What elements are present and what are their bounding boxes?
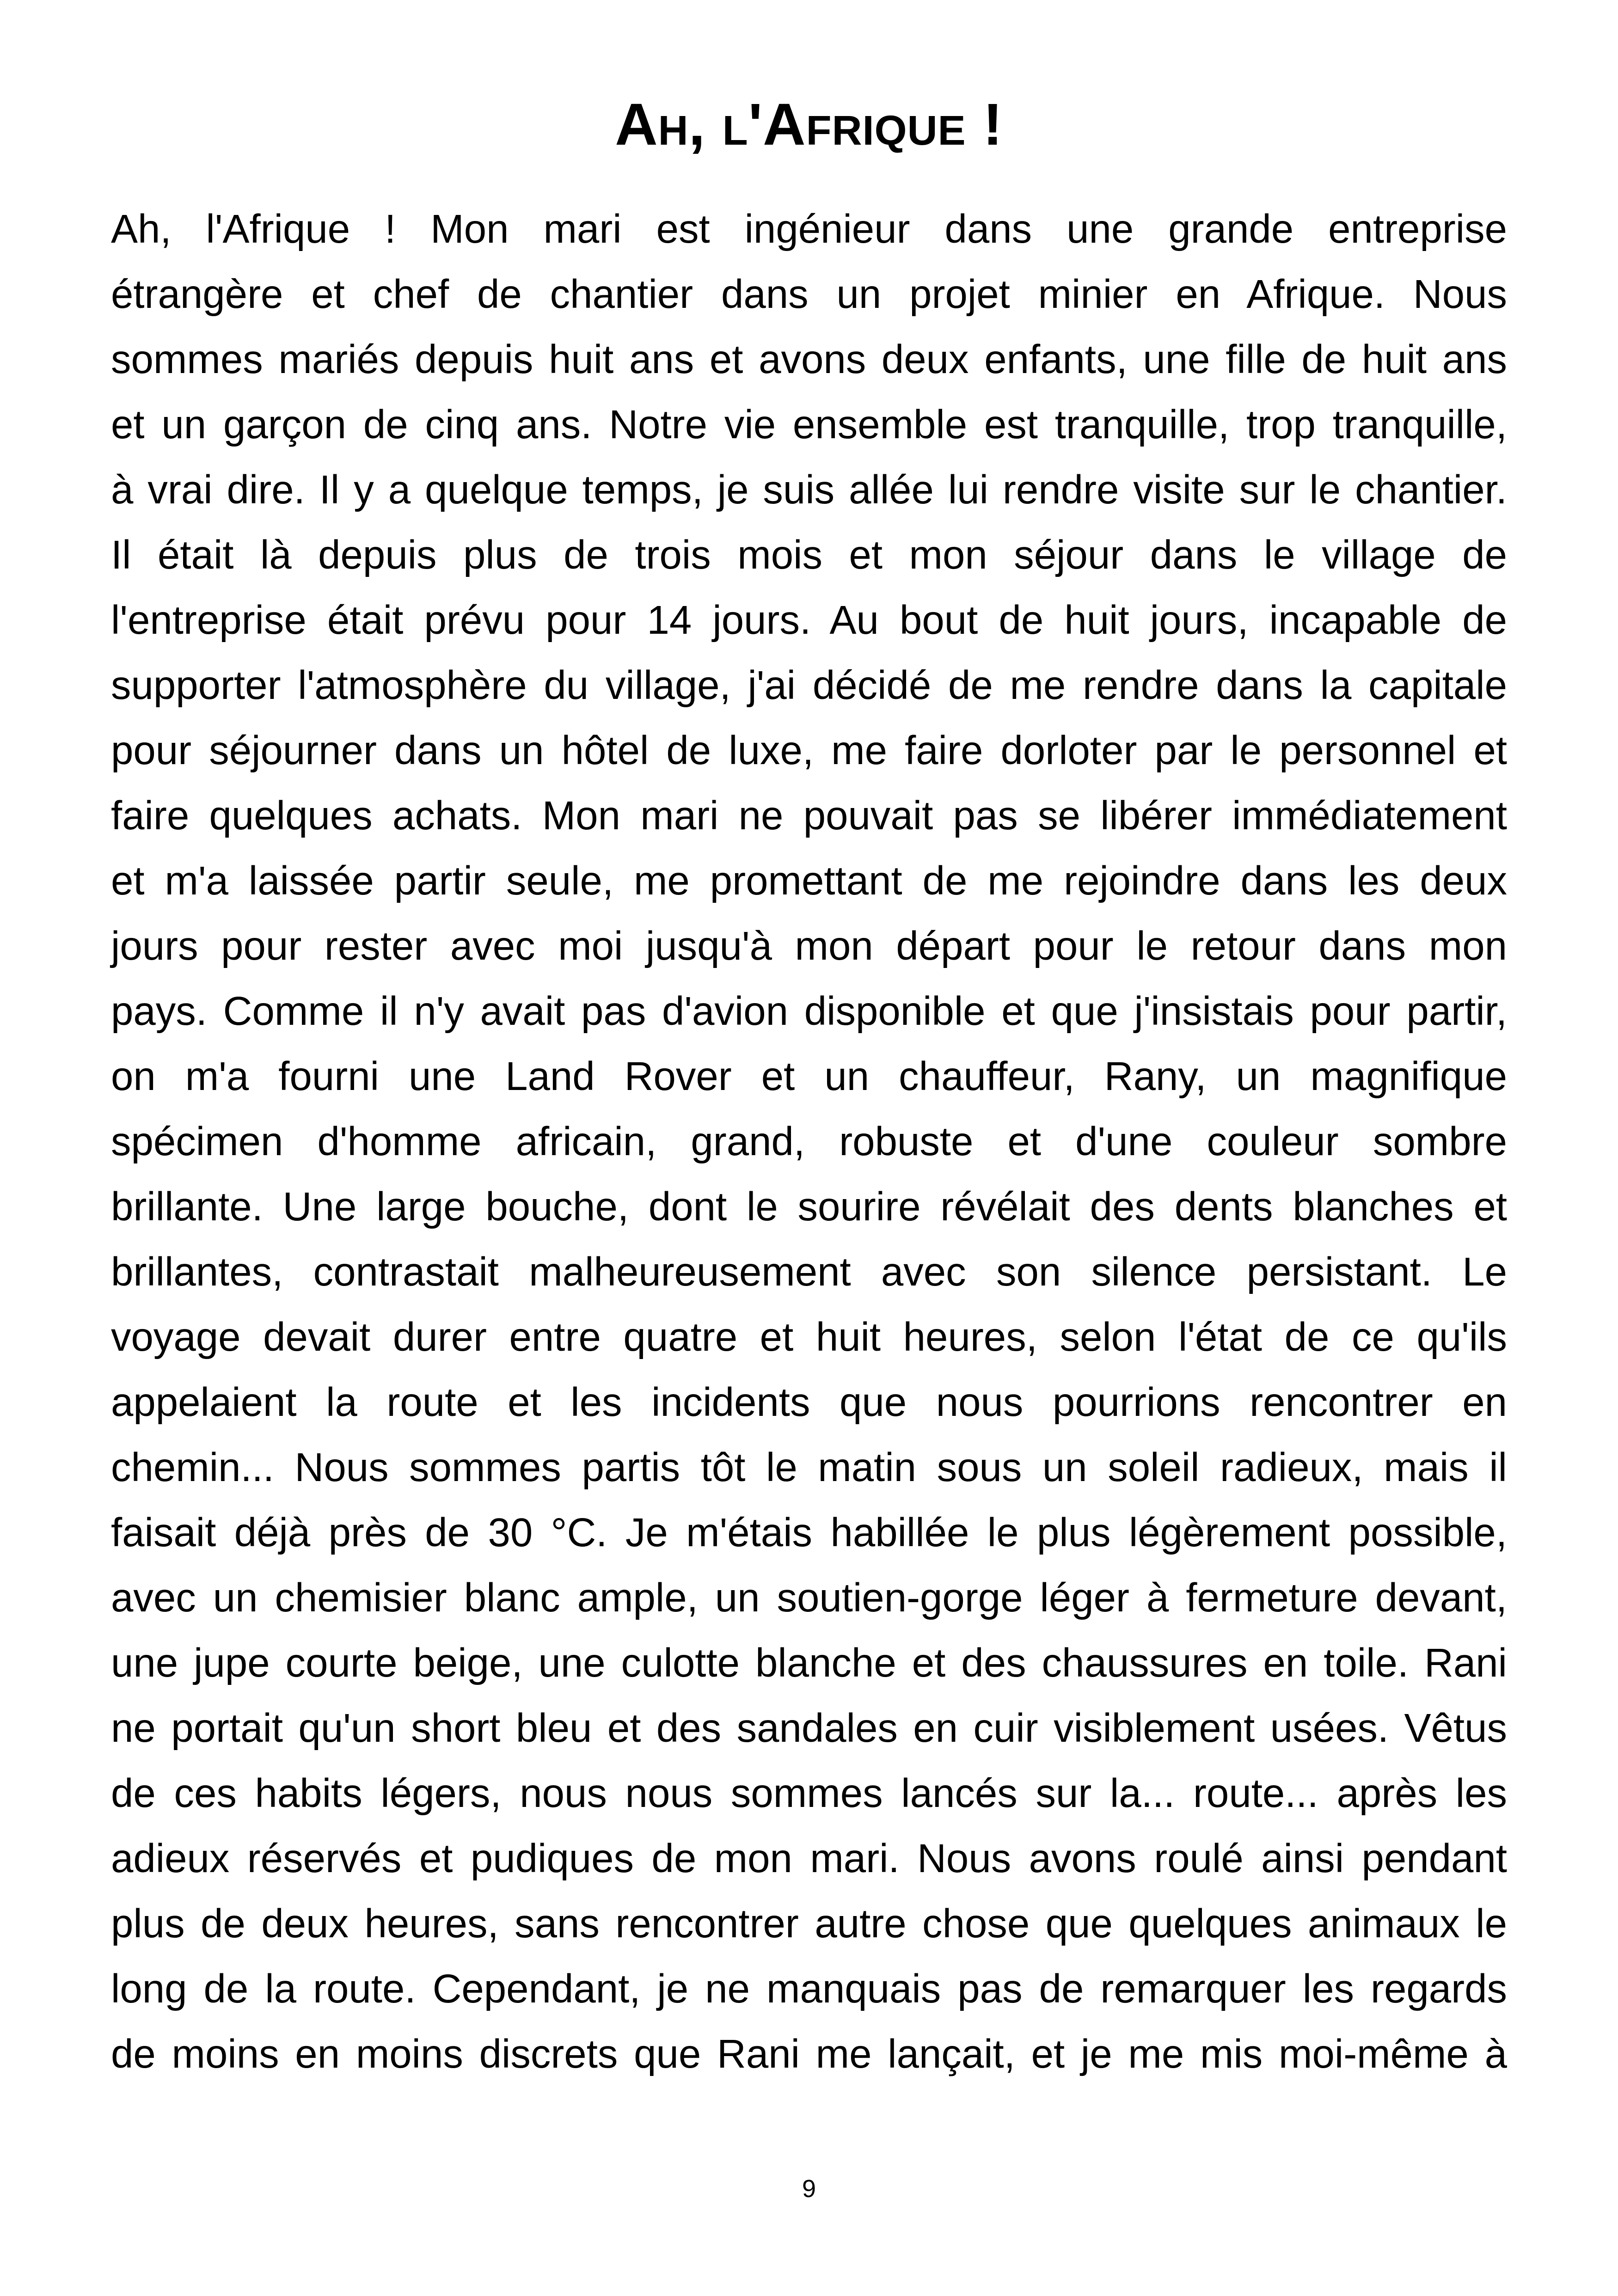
text-line: brillantes, contrastait malheureusement avec son silence persistant. Le [111, 1249, 1507, 1294]
text-line: étrangère et chef de chantier dans un projet minier en Afrique. Nous [111, 272, 1507, 317]
text-line: avec un chemisier blanc ample, un soutien-gorge léger à fermeture devant, [111, 1575, 1507, 1620]
text-line: long de la route. Cependant, je ne manquais pas de remarquer les regards [111, 1966, 1507, 2011]
text-line: l'entreprise était prévu pour 14 jours. Au bout de huit jours, incapable de [111, 598, 1507, 643]
text-line: voyage devait durer entre quatre et huit heures, selon l'état de ce qu'ils [111, 1315, 1507, 1359]
text-line: sommes mariés depuis huit ans et avons deux enfants, une fille de huit ans [111, 337, 1507, 382]
text-line: supporter l'atmosphère du village, j'ai décidé de me rendre dans la capitale [111, 663, 1507, 708]
body-text [111, 196, 1507, 2087]
text-line: pays. Comme il n'y avait pas d'avion disponible et que j'insistais pour partir, [111, 989, 1507, 1034]
text-line: de ces habits légers, nous nous sommes lancés sur la... route... après les [111, 1771, 1507, 1816]
text-line: de moins en moins discrets que Rani me lançait, et je me mis moi-même à [111, 2032, 1507, 2076]
text-line: et un garçon de cinq ans. Notre vie ensemble est tranquille, trop tranquille, [111, 402, 1507, 447]
text-line: pour séjourner dans un hôtel de luxe, me faire dorloter par le personnel et [111, 728, 1507, 773]
text-line: ne portait qu'un short bleu et des sandales en cuir visiblement usées. Vêtus [111, 1706, 1507, 1751]
text-line: jours pour rester avec moi jusqu'à mon départ pour le retour dans mon [111, 924, 1507, 968]
text-line: adieux réservés et pudiques de mon mari. Nous avons roulé ainsi pendant [111, 1836, 1507, 1881]
text-line: Il était là depuis plus de trois mois et mon séjour dans le village de [111, 533, 1507, 577]
text-line: à vrai dire. Il y a quelque temps, je suis allée lui rendre visite sur le chantier. [111, 467, 1507, 512]
text-line: chemin... Nous sommes partis tôt le matin sous un soleil radieux, mais il [111, 1445, 1507, 1490]
text-line: spécimen d'homme africain, grand, robuste et d'une couleur sombre [111, 1119, 1507, 1164]
text-line: brillante. Une large bouche, dont le sourire révélait des dents blanches et [111, 1184, 1507, 1229]
text-line: et m'a laissée partir seule, me promettant de me rejoindre dans les deux [111, 858, 1507, 903]
text-line: faire quelques achats. Mon mari ne pouvait pas se libérer immédiatement [111, 793, 1507, 838]
text-line: faisait déjà près de 30 °C. Je m'étais habillée le plus légèrement possible, [111, 1510, 1507, 1555]
text-line: Ah, l'Afrique ! Mon mari est ingénieur dans une grande entreprise [111, 207, 1507, 251]
text-line: plus de deux heures, sans rencontrer autre chose que quelques animaux le [111, 1901, 1507, 1946]
text-line: on m'a fourni une Land Rover et un chauffeur, Rany, un magnifique [111, 1054, 1507, 1099]
text-line: une jupe courte beige, une culotte blanche et des chaussures en toile. Rani [111, 1641, 1507, 1685]
chapter-title: Ah, l'Afrique ! [615, 92, 1003, 158]
text-line: appelaient la route et les incidents que nous pourrions rencontrer en [111, 1380, 1507, 1425]
page-number: 9 [802, 2175, 816, 2203]
